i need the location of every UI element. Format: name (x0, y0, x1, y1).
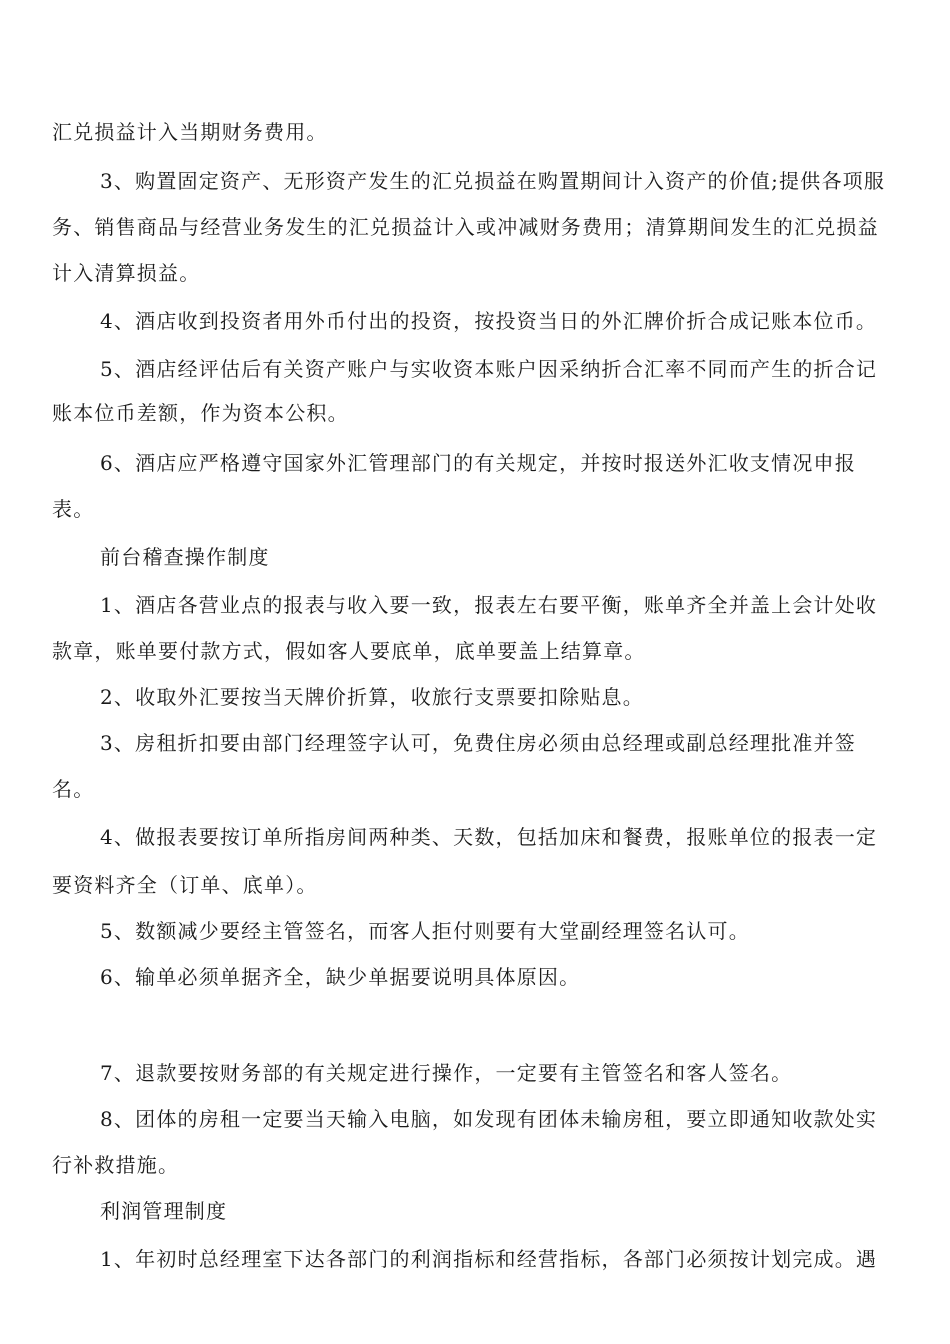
paragraph-line: 汇兑损益计入当期财务费用。 (52, 120, 328, 144)
paragraph-line: 1、年初时总经理室下达各部门的利润指标和经营指标，各部门必须按计划完成。遇 (100, 1247, 878, 1271)
paragraph-line: 8、团体的房租一定要当天输入电脑，如发现有团体未输房租，要立即通知收款处实 (100, 1107, 878, 1131)
paragraph-line: 7、退款要按财务部的有关规定进行操作，一定要有主管签名和客人签名。 (100, 1061, 793, 1085)
paragraph-line: 款章，账单要付款方式，假如客人要底单，底单要盖上结算章。 (52, 639, 646, 663)
paragraph-line: 5、数额减少要经主管签名，而客人拒付则要有大堂副经理签名认可。 (100, 919, 750, 943)
section-heading: 利润管理制度 (100, 1199, 228, 1223)
paragraph-line: 计入清算损益。 (52, 261, 201, 285)
paragraph-line: 6、输单必须单据齐全，缺少单据要说明具体原因。 (100, 965, 581, 989)
paragraph-line: 2、收取外汇要按当天牌价折算，收旅行支票要扣除贴息。 (100, 685, 644, 709)
paragraph-line: 表。 (52, 497, 95, 521)
paragraph-line: 账本位币差额，作为资本公积。 (52, 401, 349, 425)
paragraph-line: 4、酒店收到投资者用外币付出的投资，按投资当日的外汇牌价折合成记账本位币。 (100, 309, 878, 333)
paragraph-line: 3、房租折扣要由部门经理签字认可，免费住房必须由总经理或副总经理批准并签 (100, 731, 856, 755)
paragraph-line: 1、酒店各营业点的报表与收入要一致，报表左右要平衡，账单齐全并盖上会计处收 (100, 593, 878, 617)
paragraph-line: 务、销售商品与经营业务发生的汇兑损益计入或冲减财务费用；清算期间发生的汇兑损益 (52, 215, 879, 239)
paragraph-line: 5、酒店经评估后有关资产账户与实收资本账户因采纳折合汇率不同而产生的折合记 (100, 357, 878, 381)
paragraph-line: 名。 (52, 777, 95, 801)
paragraph-line: 3、购置固定资产、无形资产发生的汇兑损益在购置期间计入资产的价值;提供各项服 (100, 169, 886, 193)
paragraph-line: 6、酒店应严格遵守国家外汇管理部门的有关规定，并按时报送外汇收支情况申报 (100, 451, 856, 475)
paragraph-line: 行补救措施。 (52, 1153, 180, 1177)
paragraph-line: 要资料齐全（订单、底单）。 (52, 873, 318, 897)
paragraph-line: 4、做报表要按订单所指房间两种类、天数，包括加床和餐费，报账单位的报表一定 (100, 825, 878, 849)
section-heading: 前台稽查操作制度 (100, 545, 270, 569)
